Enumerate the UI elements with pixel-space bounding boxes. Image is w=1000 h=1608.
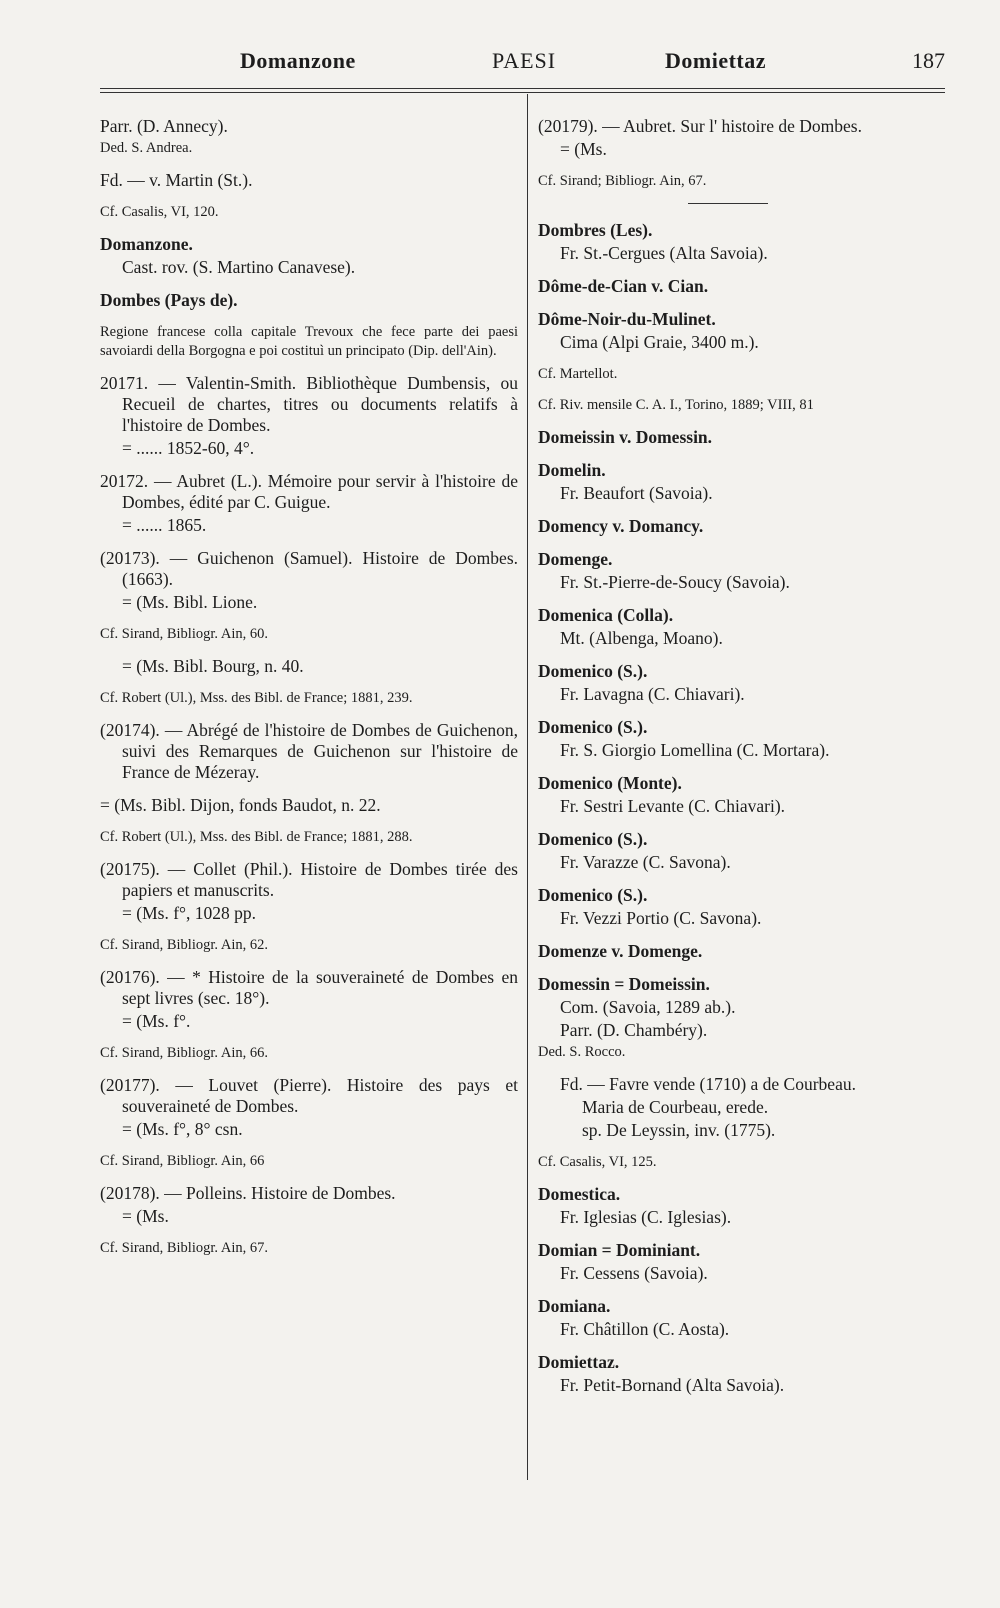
- entry-detail: = ...... 1852-60, 4°.: [122, 438, 255, 458]
- entry-detail: Fr. Vezzi Portio (C. Savona).: [560, 908, 762, 928]
- dedication-line: Ded. S. Rocco.: [538, 1044, 626, 1060]
- entry-detail: Fd. — Favre vende (1710) a de Courbeau.: [560, 1074, 856, 1094]
- bibliography-entry: (20178). — Polleins. Histoire de Dombes.: [100, 1183, 396, 1203]
- entry-detail: Com. (Savoia, 1289 ab.).: [560, 997, 736, 1017]
- entry-heading: Domenze v. Domenge.: [538, 941, 703, 961]
- entry-detail: Parr. (D. Chambéry).: [560, 1020, 708, 1040]
- bibliography-entry: = (Ms. Bibl. Dijon, fonds Baudot, n. 22.: [100, 795, 381, 815]
- entry-detail: Fr. Sestri Levante (C. Chiavari).: [560, 796, 786, 816]
- entry-heading: Domency v. Domancy.: [538, 516, 704, 536]
- entry-detail: Fr. Lavagna (C. Chiavari).: [560, 684, 745, 704]
- entry-line: Fd. — v. Martin (St.).: [100, 170, 253, 190]
- entry-detail: Fr. Châtillon (C. Aosta).: [560, 1319, 730, 1339]
- entry-detail: = (Ms. Bibl. Lione.: [122, 592, 258, 612]
- entry-heading: Domian = Dominiant.: [538, 1240, 701, 1260]
- entry-heading: Domelin.: [538, 460, 606, 480]
- entry-detail: Maria de Courbeau, erede.: [582, 1097, 769, 1117]
- reference-note: Cf. Sirand, Bibliogr. Ain, 66: [100, 1153, 265, 1169]
- header-right-word: Domiettaz: [665, 48, 767, 73]
- entry-description: Regione francese colla capitale Trevoux che fece parte dei paesi savoiardi della Borgogna e poi costituì un principato (Dip. dell'Ain).: [100, 324, 518, 359]
- entry-detail: Fr. Beaufort (Savoia).: [560, 483, 713, 503]
- entry-detail: Fr. S. Giorgio Lomellina (C. Mortara).: [560, 740, 830, 760]
- header-center-word: PAESI: [492, 48, 557, 73]
- bibliography-entry: (20174). — Abrégé de l'histoire de Dombes de Guichenon, suivi des Remarques de Guichenon sur l'histoire de France de Mézeray.: [100, 720, 518, 782]
- entry-detail: = ...... 1865.: [122, 515, 207, 535]
- header-left-word: Domanzone: [240, 48, 356, 73]
- entry-heading: Domenica (Colla).: [538, 605, 674, 625]
- entry-heading: Domanzone.: [100, 234, 193, 254]
- reference-note: Cf. Sirand, Bibliogr. Ain, 66.: [100, 1045, 268, 1061]
- entry-heading: Domenico (S.).: [538, 885, 648, 905]
- entry-heading: Dombes (Pays de).: [100, 290, 238, 310]
- entry-detail: = (Ms. Bibl. Bourg, n. 40.: [122, 656, 304, 676]
- entry-heading: Domiana.: [538, 1296, 611, 1316]
- page-number: 187: [912, 48, 945, 73]
- entry-heading: Dombres (Les).: [538, 220, 653, 240]
- dedication-line: Ded. S. Andrea.: [100, 140, 193, 156]
- column-divider: [527, 94, 528, 1480]
- entry-detail: Fr. Varazze (C. Savona).: [560, 852, 731, 872]
- reference-note: Cf. Sirand, Bibliogr. Ain, 67.: [100, 1240, 268, 1256]
- reference-note: Cf. Robert (Ul.), Mss. des Bibl. de France; 1881, 288.: [100, 829, 413, 845]
- entry-heading: Domenge.: [538, 549, 613, 569]
- entry-heading: Domenico (Monte).: [538, 773, 682, 793]
- entry-heading: Domessin = Domeissin.: [538, 974, 710, 994]
- bibliography-entry: 20171. — Valentin-Smith. Bibliothèque Dumbensis, ou Recueil de chartes, titres ou documents relatifs à l'histoire de Dombes.: [100, 373, 518, 435]
- reference-note: Cf. Casalis, VI, 125.: [538, 1154, 657, 1170]
- header-rule-top: [100, 88, 945, 89]
- entry-heading: Domenico (S.).: [538, 717, 648, 737]
- entry-detail: Fr. St.-Cergues (Alta Savoia).: [560, 243, 768, 263]
- entry-detail: = (Ms. f°, 1028 pp.: [122, 903, 257, 923]
- reference-note: Cf. Robert (Ul.), Mss. des Bibl. de France; 1881, 239.: [100, 690, 413, 706]
- running-header: [100, 48, 945, 88]
- entry-detail: = (Ms. f°, 8° csn.: [122, 1119, 243, 1139]
- entry-heading: Domenico (S.).: [538, 829, 648, 849]
- reference-note: Cf. Martellot.: [538, 366, 618, 382]
- reference-note: Cf. Casalis, VI, 120.: [100, 204, 219, 220]
- reference-note: Cf. Sirand, Bibliogr. Ain, 62.: [100, 937, 268, 953]
- bibliography-entry: (20179). — Aubret. Sur l' histoire de Dombes.: [538, 116, 862, 136]
- entry-line: Parr. (D. Annecy).: [100, 116, 228, 136]
- entry-detail: Cast. rov. (S. Martino Canavese).: [122, 257, 356, 277]
- header-rule-bottom: [100, 92, 945, 93]
- reference-note: Cf. Sirand; Bibliogr. Ain, 67.: [538, 173, 707, 189]
- bibliography-entry: 20172. — Aubret (L.). Mémoire pour servir à l'histoire de Dombes, édité par C. Guigue.: [100, 471, 518, 512]
- entry-detail: Fr. St.-Pierre-de-Soucy (Savoia).: [560, 572, 790, 592]
- bibliography-entry: (20177). — Louvet (Pierre). Histoire des pays et souveraineté de Dombes.: [100, 1075, 518, 1116]
- section-separator: [688, 203, 768, 204]
- bibliography-entry: (20173). — Guichenon (Samuel). Histoire de Dombes. (1663).: [100, 548, 518, 589]
- entry-detail: Fr. Petit-Bornand (Alta Savoia).: [560, 1375, 785, 1395]
- entry-detail: = (Ms. f°.: [122, 1011, 191, 1031]
- entry-heading: Domenico (S.).: [538, 661, 648, 681]
- entry-detail: Mt. (Albenga, Moano).: [560, 628, 723, 648]
- bibliography-entry: (20176). — * Histoire de la souveraineté de Dombes en sept livres (sec. 18°).: [100, 967, 518, 1008]
- right-column: [538, 116, 945, 1408]
- reference-note: Cf. Riv. mensile C. A. I., Torino, 1889; VIII, 81: [538, 397, 814, 413]
- reference-note: Cf. Sirand, Bibliogr. Ain, 60.: [100, 626, 268, 642]
- bibliography-entry: (20175). — Collet (Phil.). Histoire de Dombes tirée des papiers et manuscrits.: [100, 859, 518, 900]
- entry-heading: Domeissin v. Domessin.: [538, 427, 713, 447]
- entry-detail: Fr. Cessens (Savoia).: [560, 1263, 708, 1283]
- entry-heading: Domestica.: [538, 1184, 621, 1204]
- entry-heading: Domiettaz.: [538, 1352, 620, 1372]
- left-column: [100, 116, 518, 1270]
- entry-detail: sp. De Leyssin, inv. (1775).: [582, 1120, 776, 1140]
- entry-heading: Dôme-Noir-du-Mulinet.: [538, 309, 716, 329]
- entry-heading: Dôme-de-Cian v. Cian.: [538, 276, 709, 296]
- entry-detail: Fr. Iglesias (C. Iglesias).: [560, 1207, 732, 1227]
- entry-detail: = (Ms.: [560, 139, 607, 159]
- entry-detail: = (Ms.: [122, 1206, 169, 1226]
- entry-detail: Cima (Alpi Graie, 3400 m.).: [560, 332, 759, 352]
